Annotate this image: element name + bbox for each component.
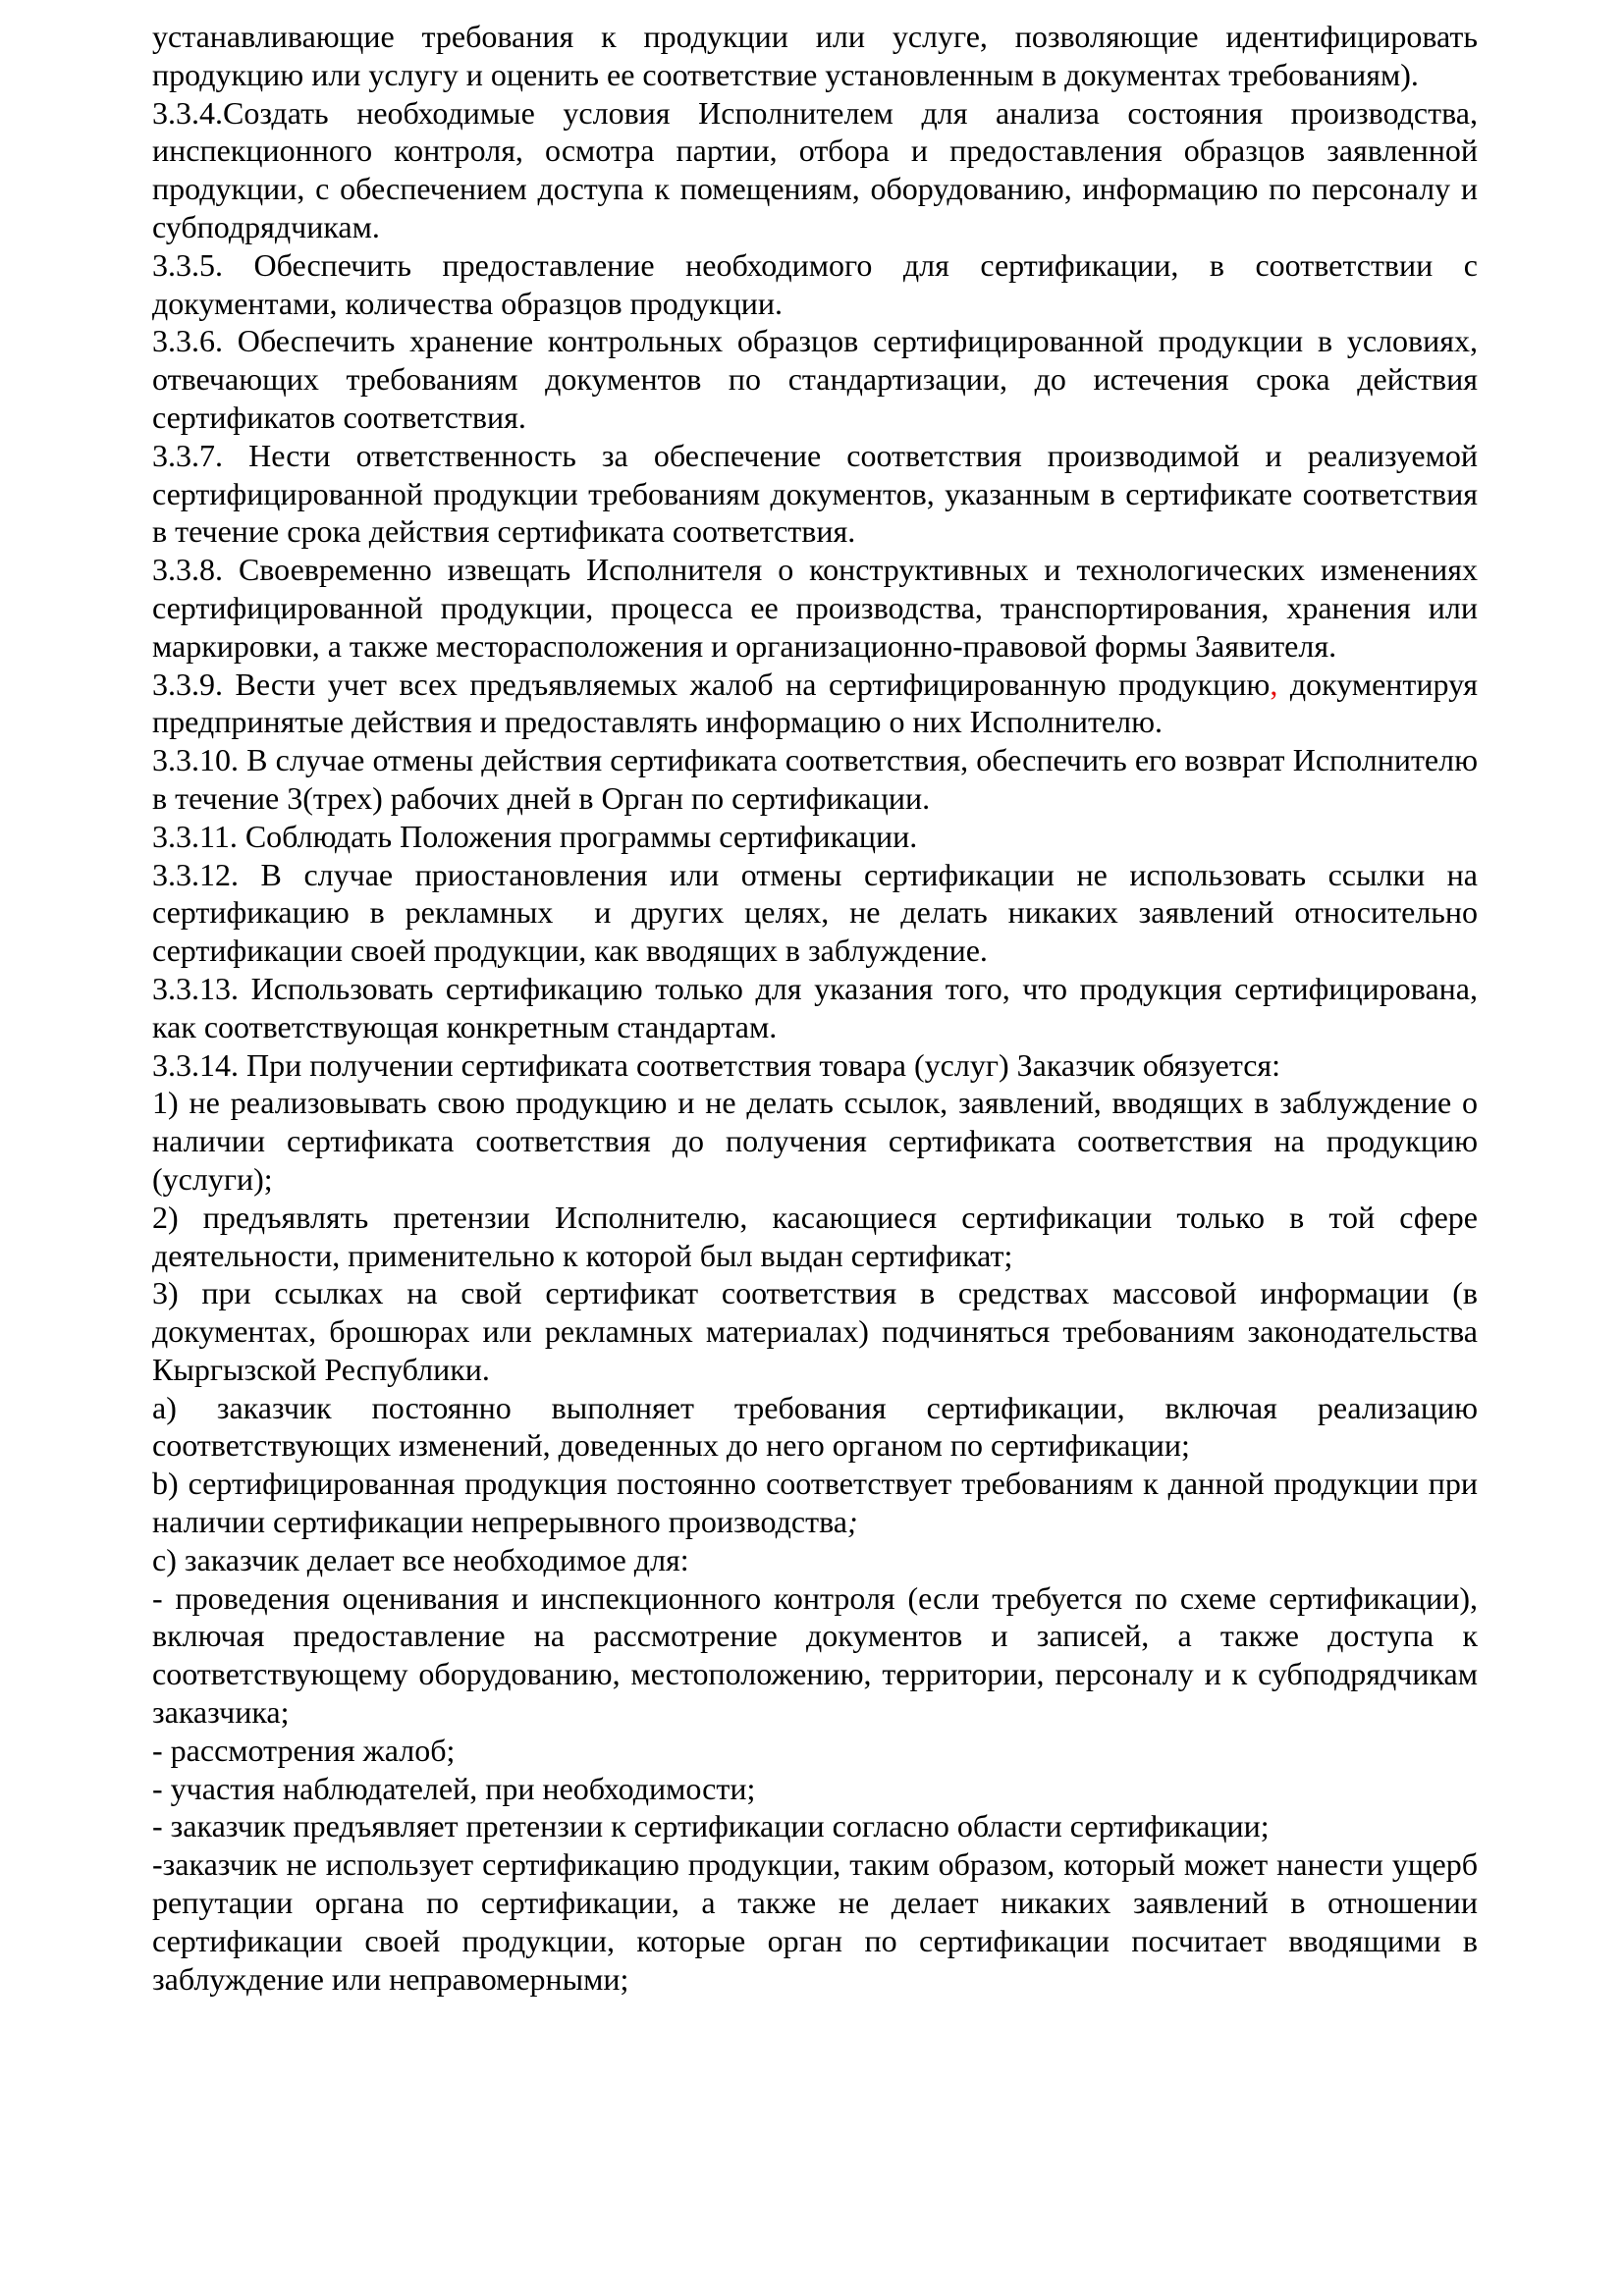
text-run: -заказчик не использует сертификацию продукции, таким образом, который может нанести ущерб репутации органа по сертификации, а также не делает никаких заявлений в отношении сертификации своей продукции, которые орган по сертификации посчитает вводящими в заблуждение или неправомерными; [152, 1846, 1486, 1997]
text-run: 2) предъявлять претензии Исполнителю, касающиеся сертификации только в той сфере деятельности, применительно к которой был выдан сертификат; [152, 1199, 1486, 1273]
paragraph [152, 437, 1486, 551]
paragraph [152, 1199, 1486, 1275]
text-run: 3.3.8. Своевременно извещать Исполнителя о конструктивных и технологических изменениях сертифицированной продукции, процесса ее производства, транспортирования, хранения или маркировки, а также месторасположения и организационно-правовой формы Заявителя. [152, 552, 1486, 664]
paragraph [152, 322, 1486, 436]
paragraph [152, 1389, 1486, 1466]
paragraph [152, 18, 1486, 94]
paragraph [152, 94, 1486, 246]
text-run: 3.3.6. Обеспечить хранение контрольных образцов сертифицированной продукции в условиях, отвечающих требованиям документов по стандартизации, до истечения срока действия сертификатов соответствия. [152, 323, 1486, 435]
paragraph [152, 1807, 1478, 1845]
text-run: документируя предпринятые действия и предоставлять информацию о них Исполнителю. [152, 666, 1487, 740]
document-body [152, 18, 1487, 1998]
text-run: 3.3.4.Создать необходимые условия Исполнителем для анализа состояния производства, инспекционного контроля, осмотра партии, отбора и предоставления образцов заявленной продукции, с обеспечением доступа к помещениям, оборудованию, информацию по персоналу и субподрядчикам. [152, 94, 1486, 244]
paragraph [152, 741, 1486, 818]
text-run: 3) при ссылках на свой сертификат соответствия в средствах массовой информации (в документах, брошюрах или рекламных материалах) подчиняться требованиям законодательства Кыргызской Республики. [152, 1275, 1486, 1387]
paragraph [152, 856, 1486, 970]
paragraph [152, 1084, 1486, 1198]
paragraph [152, 1046, 1478, 1085]
red-text-run: , [1270, 666, 1278, 702]
text-run: 3.3.5. Обеспечить предоставление необходимого для сертификации, в соответствии с документами, количества образцов продукции. [152, 246, 1486, 321]
text-run: a) заказчик постоянно выполняет требования сертификации, включая реализацию соответствующих изменений, доведенных до него органом по сертификации; [152, 1389, 1486, 1464]
paragraph [152, 1579, 1486, 1732]
paragraph [152, 1541, 1478, 1579]
text-run: 3.3.10. В случае отмены действия сертификата соответствия, обеспечить его возврат Исполнителю в течение 3(трех) рабочих дней в Орган по сертификации. [152, 742, 1486, 816]
paragraph [152, 551, 1486, 665]
text-run: b) сертифицированная продукция постоянно соответствует требованиям к данной продукции при наличии сертификации непрерывного производства [152, 1466, 1486, 1540]
text-run: - проведения оценивания и инспекционного контроля (если требуется по схеме сертификации), включая предоставление на рассмотрение документов и записей, а также доступа к соответствующему оборудованию, местоположению, территории, персоналу и к субподрядчикам заказчика; [152, 1579, 1486, 1731]
text-run: 3.3.12. В случае приостановления или отмены сертификации не использовать ссылки на сертификацию в рекламных и других целях, не делать никаких заявлений относительно сертификации своей продукции, как вводящих в заблуждение. [152, 856, 1486, 969]
text-run: 3.3.14. При получении сертификата соответствия товара (услуг) Заказчик обязуется: [152, 1046, 1281, 1083]
italic-text-run: ; [846, 1504, 858, 1540]
text-run: 3.3.11. Соблюдать Положения программы сертификации. [152, 818, 918, 854]
text-run: 3.3.9. Вести учет всех предъявляемых жалоб на сертифицированную продукцию [152, 666, 1271, 702]
paragraph [152, 1845, 1486, 1998]
paragraph [152, 970, 1486, 1046]
text-run: c) заказчик делает все необходимое для: [152, 1541, 689, 1577]
paragraph [152, 666, 1487, 742]
text-run: - рассмотрения жалоб; [152, 1732, 456, 1768]
text-run: 3.3.13. Использовать сертификацию только для указания того, что продукция сертифицирована, как соответствующая конкретным стандартам. [152, 970, 1486, 1044]
paragraph [152, 246, 1486, 323]
text-run: 1) не реализовывать свою продукцию и не делать ссылок, заявлений, вводящих в заблуждение о наличии сертификата соответствия до получения сертификата соответствия на продукцию (услуги); [152, 1085, 1486, 1197]
paragraph [152, 1732, 1478, 1770]
paragraph [152, 1465, 1486, 1541]
paragraph [152, 1274, 1486, 1388]
text-run: 3.3.7. Нести ответственность за обеспечение соответствия производимой и реализуемой сертифицированной продукции требованиям документов, указанным в сертификате соответствия в течение срока действия сертификата соответствия. [152, 437, 1486, 550]
paragraph [152, 818, 1478, 856]
text-run: - участия наблюдателей, при необходимости; [152, 1770, 756, 1806]
paragraph [152, 1770, 1478, 1808]
text-run: устанавливающие требования к продукции или услуге, позволяющие идентифицировать продукцию или услугу и оценить ее соответствие установленным в документах требованиям). [152, 19, 1486, 92]
text-run: - заказчик предъявляет претензии к сертификации согласно области сертификации; [152, 1808, 1270, 1844]
